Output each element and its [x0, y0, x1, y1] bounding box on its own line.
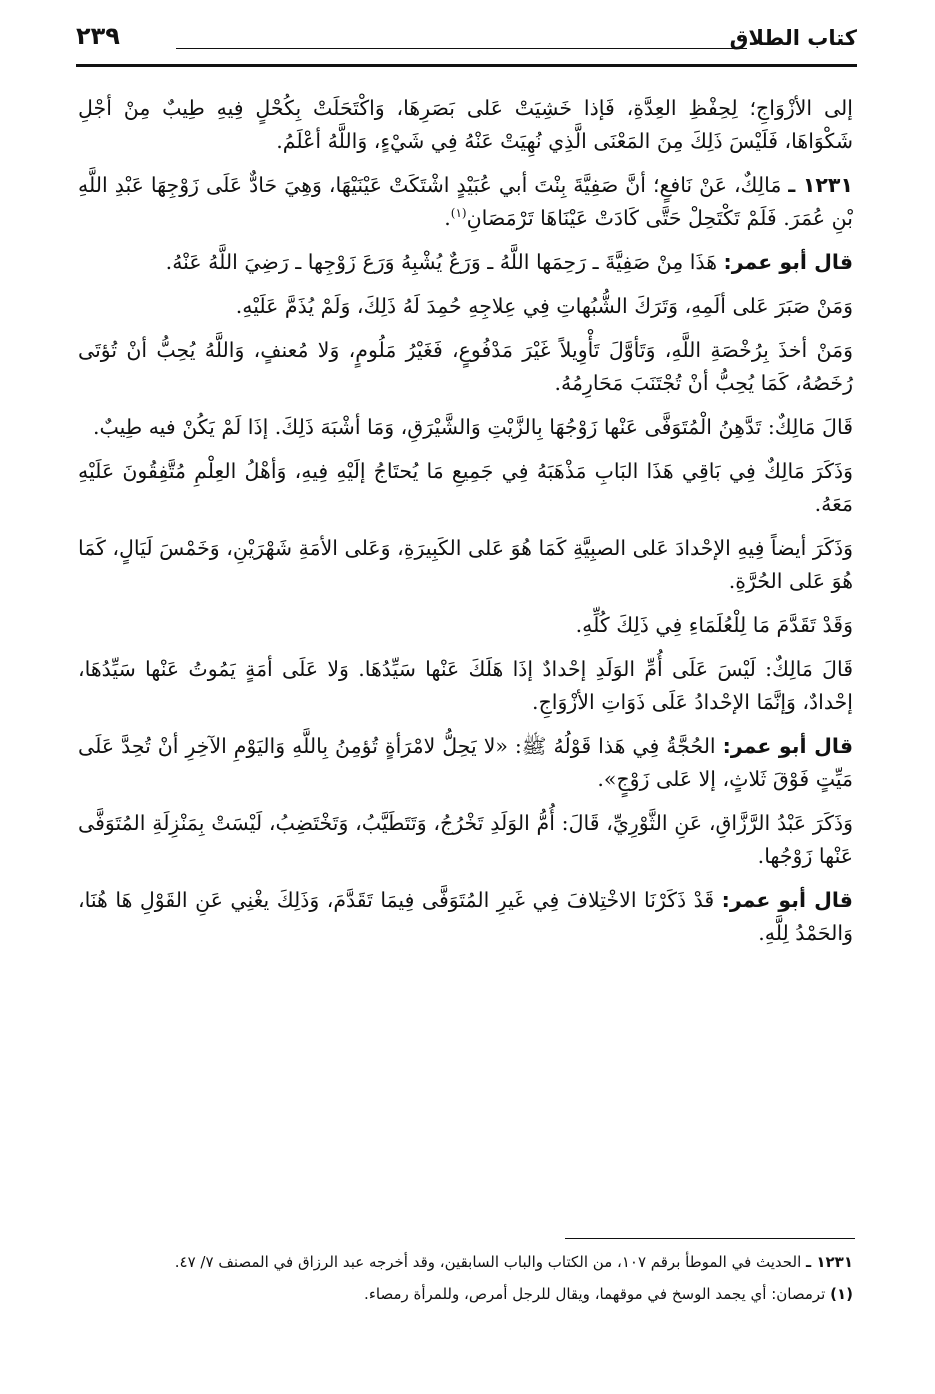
paragraph-text: وَمَنْ أخذَ بِرُخْصَةِ اللَّهِ، وَتَأوَّلَ تَأْوِيلاً غَيْرَ مَدْفُوعٍ، فَغَيْرُ مَلُومٍ، وَلا مُعنفٍ، وَاللَّهُ يُحِبُّ أنْ تُؤتَى رُخَصُهُ، كَمَا يُحِبُّ أنْ تُجْتَنَبَ مَحَارِمُهُ.: [78, 338, 853, 395]
footnote-number: (١): [830, 1285, 853, 1303]
paragraph: [78, 653, 853, 719]
paragraph-lead: قال أبو عمر:: [723, 250, 853, 274]
paragraph-text: إلى الأزْوَاجِ؛ لِحِفْظِ العِدَّةِ، فَإذا خَشِيَتْ عَلى بَصَرِهَا، وَاكْتَحَلَتْ بِكُحْلٍ فِيهِ طِيبٌ مِنْ أجْلِ شَكْوَاهَا، فَلَيْسَ ذَلِكَ مِنَ المَعْنَى الَّذِي نُهِيَتْ عَنْهُ فِي شَيْءٍ، وَاللَّهُ أعْلَمُ.: [78, 96, 853, 153]
paragraph: [78, 92, 853, 158]
paragraph: [78, 609, 853, 642]
main-text: [78, 92, 853, 961]
header-rule: [76, 64, 857, 67]
paragraph: [78, 884, 853, 950]
footnote-text: ترمصان: أي يجمد الوسخ في موقهما، ويقال للرجل أمرص، وللمرأة رمصاء.: [364, 1285, 826, 1303]
paragraph: [78, 807, 853, 873]
paragraph-text: وَمَنْ صَبَرَ عَلى ألَمِهِ، وَتَرَكَ الشُّبُهاتِ فِي عِلاجِهِ حُمِدَ لَهُ ذَلِكَ، وَلَمْ يُذَمَّ عَلَيْهِ.: [235, 294, 853, 318]
paragraph: [78, 730, 853, 796]
page-number: ٢٣٩: [76, 22, 120, 50]
running-header: [76, 22, 857, 68]
paragraph-lead: قال أبو عمر:: [722, 734, 853, 758]
paragraph-text: وَذَكَرَ عَبْدُ الرَّزَّاقِ، عَنِ الثَّوْرِيِّ، قَالَ: أُمُّ الوَلَدِ تَخْرُجُ، وَتَتَطَيَّبُ، وَتَخْتَضِبُ، لَيْسَتْ بِمَنْزِلَةِ المُتَوَفَّى عَنْها زَوْجُها.: [78, 811, 853, 868]
paragraph: [78, 290, 853, 323]
chapter-title: كتاب الطلاق: [729, 26, 857, 50]
footnote-number: ١٢٣١ ـ: [806, 1253, 853, 1271]
paragraph: [78, 411, 853, 444]
paragraph-text: وَقَدْ تَقَدَّمَ مَا لِلْعُلَمَاءِ فِي ذَلِكَ كُلِّهِ.: [575, 613, 853, 637]
footnote: [78, 1282, 853, 1306]
paragraph: [78, 334, 853, 400]
footnote: [78, 1250, 853, 1274]
paragraph-text-end: .: [444, 206, 451, 230]
footnotes: [78, 1250, 853, 1314]
header-leader-line: [176, 48, 747, 49]
footnote-reference: (١): [450, 206, 467, 221]
paragraph-text: قَدْ ذَكَرْنَا الاخْتِلافَ فِي غَيرِ المُتَوَفَّى فِيمَا تَقَدَّمَ، وَذَلِكَ يغْنِي عَنِ القَوْلِ هَا هُنَا، وَالحَمْدُ لِلَّهِ.: [78, 888, 853, 945]
footnote-text: الحديث في الموطأ برقم ١٠٧، من الكتاب والباب السابقين، وقد أخرجه عبد الرزاق في المصنف ٧/ ٤٧.: [174, 1253, 802, 1271]
paragraph: [78, 455, 853, 521]
paragraph: [78, 169, 853, 235]
paragraph-text: الحُجَّةُ فِي هَذا قَوْلُهُ ﷺ: «لا يَحِلُّ لامْرَأةٍ تُؤمِنُ بِاللَّهِ وَاليَوْمِ الآخِرِ أنْ تُحِدَّ عَلَى مَيِّتٍ فَوْقَ ثَلاثٍ، إلا عَلى زَوْجٍ».: [78, 734, 853, 791]
paragraph-text: قَالَ مَالِكٌ: تَدَّهِنُ الْمُتَوَفَّى عَنْها زَوْجُهَا بِالزَّيْتِ وَالشَّيْرَقِ، وَمَا أشْبَهَ ذَلِكَ. إذَا لَمْ يَكُنْ فيه طِيبٌ.: [93, 415, 853, 439]
footnote-separator: [565, 1238, 855, 1239]
paragraph-text: هَذَا مِنْ صَفِيَّةَ ـ رَحِمَها اللَّهُ ـ وَرَعٌ يُشْبِهُ وَرَعَ زَوْجِها ـ رَضِيَ اللَّهُ عَنْهُ.: [165, 250, 717, 274]
paragraph-lead: قال أبو عمر:: [721, 888, 853, 912]
paragraph: [78, 246, 853, 279]
paragraph-text: قَالَ مَالِكٌ: لَيْسَ عَلَى أُمِّ الوَلَدِ إحْدادٌ إذَا هَلَكَ عَنْها سَيِّدُهَا. وَلا عَلَى أمَةٍ يَمُوتُ عَنْها سَيِّدُهَا، إحْدادٌ، وَإنَّمَا الإحْدادُ عَلَى ذَوَاتِ الأزْوَاجِ.: [78, 657, 853, 714]
paragraph-text: مَالِكٌ، عَنْ نَافعٍ؛ أنَّ صَفِيَّةَ بِنْتَ أبي عُبَيْدٍ اشْتَكَتْ عَيْنَيْهَا، وَهِيَ حَادٌّ عَلَى زَوْجِهَا عَبْدِ اللَّهِ بْنِ عُمَرَ. فَلَمْ تَكْتَحِلْ حَتَّى كَادَتْ عَيْنَاهَا تَرْمَصَانِ: [78, 173, 853, 230]
paragraph-text: وَذَكَرَ مَالِكٌ فِي بَاقِي هَذَا البَابِ مَذْهَبَهُ فِي جَمِيعِ مَا يُحتَاجُ إلَيْهِ فِيهِ، وَأهْلُ العِلْمِ مُتَّفِقُونَ عَلَيْهِ مَعَهُ.: [78, 459, 853, 516]
paragraph: [78, 532, 853, 598]
hadith-number: ١٢٣١ ـ: [788, 173, 853, 197]
paragraph-text: وَذَكَرَ أيضاً فِيهِ الإحْدادَ عَلى الصبِيَّةِ كَمَا هُوَ عَلى الكَبِيرَةِ، وَعَلى الأمَةِ شَهْرَيْنِ، وَخَمْسَ لَيَالٍ، كَمَا هُوَ عَلى الحُرَّةِ.: [78, 536, 853, 593]
